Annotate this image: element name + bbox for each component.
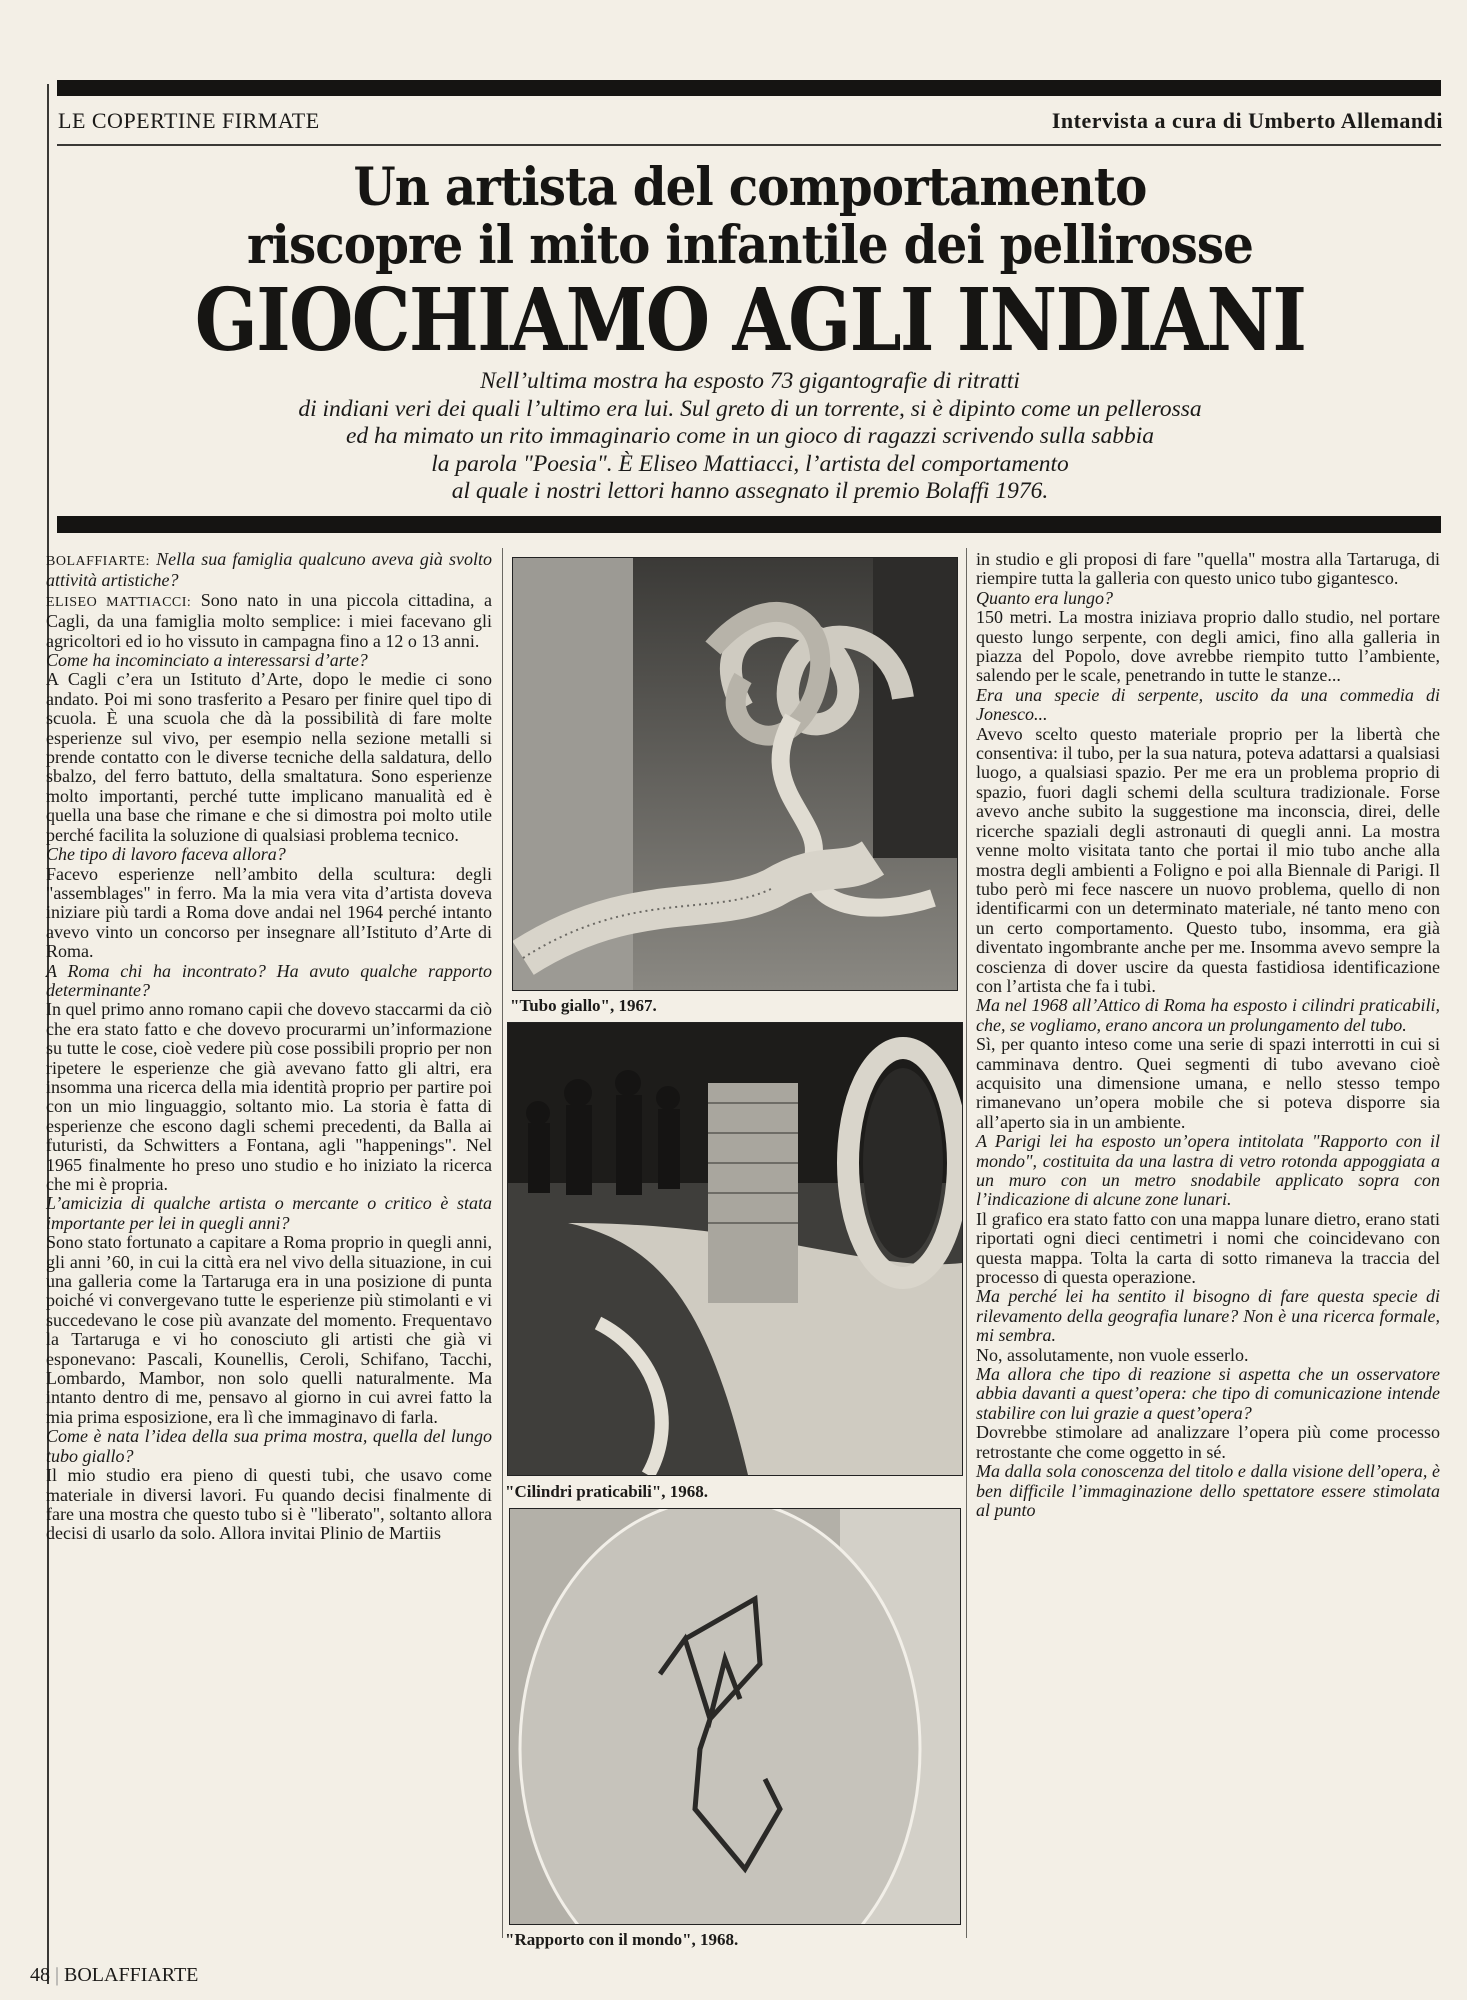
middle-black-bar [57,516,1441,533]
headline-line-2: riscopre il mito infantile dei pellirosse [246,215,1254,276]
question-text: Come è nata l’idea della sua prima mostra, quella del lungo tubo giallo? [46,1426,492,1466]
footer-separator: | [55,1964,60,1986]
cylinders-illustration [508,1023,962,1475]
question-text: Che tipo di lavoro faceva allora? [46,844,286,865]
question-text: Ma perché lei ha sentito il bisogno di fare questa specie di rilevamento della geografia lunare? Non è una ricerca formale, mi sembra. [976,1286,1440,1346]
question-text: Ma nel 1968 all’Attico di Roma ha esposto i cilindri praticabili, che, se vogliamo, erano ancora un prolungamento del tubo. [976,995,1440,1035]
answer-text: Il mio studio era pieno di questi tubi, che usavo come materiale in diversi lavori. Fu quando decisi finalmente di fare una mostra che questo tubo si è "liberato", soltanto allora decisi di usarlo da solo. Allora invitai Plinio de Martiis [46,1465,492,1544]
question-text: A Parigi lei ha esposto un’opera intitolata "Rapporto con il mondo", costituita da una lastra di vetro rotonda appoggiata a un muro con un metro snodabile applicato sopra con l’indicazione di alcune zone lunari. [976,1131,1440,1210]
answer-text: Sono nato in una piccola cittadina, a Cagli, da una famiglia molto semplice: i miei facevano gli agricoltori ed io ho vissuto in campagna fino a 12 o 13 anni. [46,589,492,651]
page-footer [30,1964,198,1987]
question-text: L’amicizia di qualche artista o mercante o critico è stata importante per lei in quegli anni? [46,1193,492,1233]
answer-text: Facevo esperienze nell’ambito della scultura: degli "assemblages" in ferro. Ma la mia vera vita d’artista doveva iniziare più tardi a Roma dove andai nel 1964 perché intanto avevo vinto un concorso per insegnare all’Istituto d’Arte di Roma. [46,863,492,962]
magazine-name: BOLAFFIARTE [64,1964,199,1986]
text-column-right [976,550,1440,1520]
standfirst-line: Nell’ultima mostra ha esposto 73 gigantografie di ritratti [480,368,1020,394]
column-divider [502,548,503,1938]
standfirst [160,368,1340,506]
tube-sculpture-illustration [513,558,957,990]
question-text: A Roma chi ha incontrato? Ha avuto qualche rapporto determinante? [46,960,492,1000]
question-text: Era una specie di serpente, uscito da una commedia di Jonesco... [976,684,1440,725]
photo-tubo-giallo [512,557,958,991]
answer-text: Avevo scelto questo materiale proprio per la libertà che consentiva: il tubo, per la sua natura, poteva adattarsi a qualsiasi luogo, a qualsiasi spazio. Per me era un problema proprio di spazio, fuori dagli schemi della scultura tradizionale. Forse avevo anche subito la suggestione ma inconscia, direi, delle ricerche spaziali degli astronauti di quegli anni. La mostra venne molto visitata tanto che portai il mio tubo anche alla mostra degli ambienti a Foligno e poi alla Biennale di Parigi. Il tubo però mi fece nascere un nuovo problema, quello di non identificarmi con un determinato materiale, né tanto meno con un certo comportamento. Questo tubo, insomma, era già diventato ingombrante anche per me. Insomma avevo sempre la coscienza di dover uscire da questa fastidiosa identificazione con l’artista che fa i tubi. [976,723,1440,996]
question-text: Nella sua famiglia qualcuno aveva già svolto attività artistiche? [46,549,492,591]
standfirst-line: di indiani veri dei quali l’ultimo era lui. Sul greto di un torrente, si è dipinto come un pellerossa [298,395,1202,422]
answer-text: Il grafico era stato fatto con una mappa lunare dietro, erano stati riportati ogni dieci centimetri i nomi che coincidevano con questa mappa. Tolta la carta di sotto rimaneva la traccia del processo di questa operazione. [976,1208,1440,1288]
question-text: Come ha incominciato a interessarsi d’arte? [46,650,368,671]
caption-photo-2: "Cilindri praticabili", 1968. [505,1482,709,1501]
answer-text: No, assolutamente, non vuole esserlo. [976,1344,1249,1365]
header-rule [57,144,1441,146]
column-divider [966,548,967,1938]
page-number: 48 [30,1964,50,1986]
answer-text: A Cagli c’era un Istituto d’Arte, dopo le medie ci sono andato. Poi mi sono trasferito a Pesaro per finire quel tipo di scuola. È una scuola che dà la possibilità di fare molte esperienze sul vivo, per esempio nella sezione metalli si prende contatto con le diverse tecniche della saldatura, dello sbalzo, del ferro battuto, della smaltatura. Sono esperienze molto importanti, perché tutte implicano manualità ed è quella una base che rimane e che si dimostra poi molto utile perché facilita la soluzione di qualsiasi problema tecnico. [46,669,492,845]
text-column-left [46,550,492,1544]
standfirst-line: al quale i nostri lettori hanno assegnato il premio Bolaffi 1976. [451,478,1049,504]
question-text: Quanto era lungo? [976,587,1113,608]
top-black-bar [57,80,1441,96]
main-headline: GIOCHIAMO AGLI INDIANI [194,270,1306,371]
speaker-label: ELISEO MATTIACCI: [46,594,192,610]
interview-credit: Intervista a cura di Umberto Allemandi [1051,108,1443,133]
speaker-label: BOLAFFIARTE: [46,554,150,569]
answer-text: in studio e gli proposi di fare "quella" mostra alla Tartaruga, di riempire tutta la galleria con questo unico tubo gigantesco. [976,549,1440,589]
standfirst-line: ed ha mimato un rito immaginario come in un gioco di ragazzi scrivendo sulla sabbia [345,423,1155,449]
question-text: Ma allora che tipo di reazione si aspetta che un osservatore abbia davanti a quest’opera: che tipo di comunicazione intende stabilire con lui grazie a quest’opera? [976,1364,1440,1423]
photo-cilindri-praticabili [507,1022,963,1476]
question-text: Ma dalla sola conoscenza del titolo e dalla visione dell’opera, è ben difficile l’immaginazione dello spettatore essere stimolata al punto [976,1461,1440,1520]
glass-disc-illustration [510,1509,960,1924]
caption-photo-1: "Tubo giallo", 1967. [510,996,657,1015]
headline-line-1: Un artista del comportamento [353,157,1147,218]
answer-text: Sì, per quanto inteso come una serie di spazi interrotti in cui si camminava dentro. Quei segmenti di tubo avevano cioè acquisito una dimensione umana, e nello stesso tempo rimanevano un’opera mobile che si poteva disporre sia all’aperto sia in un ambiente. [976,1034,1440,1132]
section-label: LE COPERTINE FIRMATE [58,108,320,133]
photo-rapporto-con-il-mondo [509,1508,961,1925]
answer-text: 150 metri. La mostra iniziava proprio dallo studio, nel portare questo lungo serpente, con degli amici, fino alla galleria in piazza del Popolo, dove avrebbe riempito tutto l’ambiente, salendo per le scale, penetrando in tutte le stanze... [976,607,1440,686]
answer-text: Dovrebbe stimolare ad analizzare l’opera più come processo retrostante che come oggetto in sé. [976,1422,1440,1462]
answer-text: In quel primo anno romano capii che dovevo staccarmi da ciò che era stato fatto e che dovevo procurarmi un’informazione su tutte le cose, cioè vedere più cose possibili proprio per non ripetere le esperienze che già avevano fatto gli altri, era insomma una ricerca della mia identità proprio per partire poi con un mio linguaggio, soltanto mio. La storia è fatta di esperienze che escono dagli schemi precedenti, da Balla ai futuristi, da Schwitters a Fontana, agli "happenings". Nel 1965 finalmente ho preso uno studio e ho iniziato la ricerca che mi è propria. [46,999,492,1194]
answer-text: Sono stato fortunato a capitare a Roma proprio in quegli anni, gli anni ’60, in cui la città era nel vivo della situazione, in cui una galleria come la Tartaruga era in una posizione di punta poiché vi convergevano tutte le esperienze più stimolanti e vi succedevano le cose più avanzate del momento. Frequentavo la Tartaruga e vi ho conosciuto gli artisti che già vi esponevano: Pascali, Kounellis, Ceroli, Schifano, Tacchi, Lombardo, Mambor, non solo quelli naturalmente. Ma intanto dentro di me, pensavo al giorno in cui avrei fatto la mia prima esposizione, era lì che immaginavo di farla. [46,1232,492,1427]
caption-photo-3: "Rapporto con il mondo", 1968. [505,1930,739,1949]
standfirst-line: la parola "Poesia". È Eliseo Mattiacci, l’artista del comportamento [431,450,1069,477]
